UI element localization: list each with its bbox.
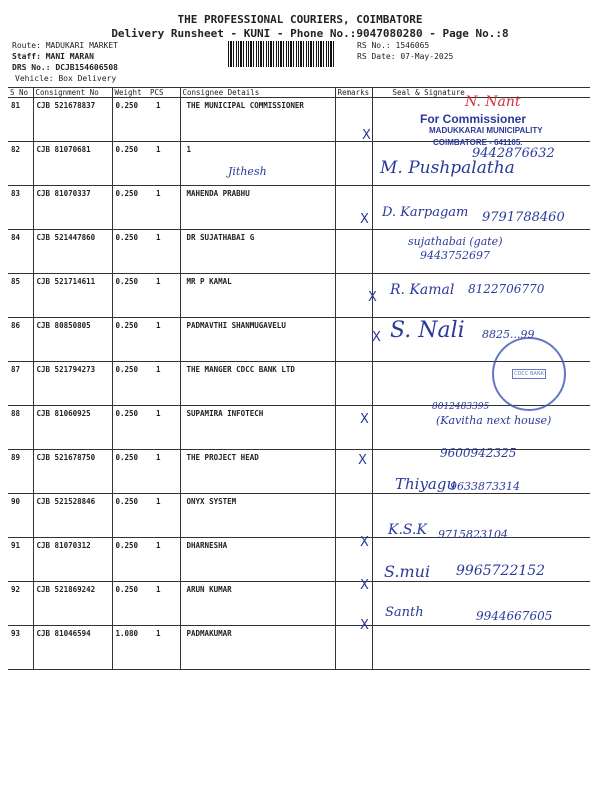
cell-seal xyxy=(372,626,590,670)
cell-consignee: MR P KAMAL xyxy=(180,274,335,318)
cell-consignee: ARUN KUMAR xyxy=(180,582,335,626)
cell-consignment: CJB 521678750 xyxy=(33,450,112,494)
cell-sno: 88 xyxy=(8,406,33,450)
cell-remarks xyxy=(335,274,372,318)
cell-remarks xyxy=(335,362,372,406)
cell-consignment: CJB 81060925 xyxy=(33,406,112,450)
cell-consignment: CJB 521869242 xyxy=(33,582,112,626)
cell-weight: 0.250 xyxy=(112,538,148,582)
cell-consignment: CJB 521528846 xyxy=(33,494,112,538)
seal-line1: For Commissioner xyxy=(420,112,527,126)
cell-weight: 0.250 xyxy=(112,142,148,186)
table-row xyxy=(8,626,590,670)
cell-consignee: ONYX SYSTEM xyxy=(180,494,335,538)
remark-x-93: X xyxy=(360,618,369,633)
cell-consignment: CJB 81046594 xyxy=(33,626,112,670)
col-sno: S No xyxy=(8,88,33,98)
cell-weight: 0.250 xyxy=(112,186,148,230)
cell-consignee: SUPAMIRA INFOTECH xyxy=(180,406,335,450)
cell-consignee: THE PROJECT HEAD xyxy=(180,450,335,494)
col-consignment: Consignment No xyxy=(33,88,112,98)
cell-weight: 0.250 xyxy=(112,362,148,406)
signature-92: S.mui xyxy=(384,562,431,581)
cell-consignment: CJB 521678837 xyxy=(33,98,112,142)
cell-pcs: 1 xyxy=(148,142,180,186)
phone-93: 9944667605 xyxy=(476,609,553,623)
cell-pcs: 1 xyxy=(148,186,180,230)
phone-90: 9633873314 xyxy=(450,480,520,493)
cell-remarks xyxy=(335,494,372,538)
remark-x-92: X xyxy=(360,578,369,593)
note-88: (Kavitha next house) xyxy=(436,414,552,427)
signature-93: Santh xyxy=(385,605,424,620)
phone-86: 8825...99 xyxy=(482,328,535,341)
remark-x-83: X xyxy=(360,212,369,227)
cell-sno: 89 xyxy=(8,450,33,494)
cell-consignee: DHARNESHA xyxy=(180,538,335,582)
signature-91: K.S.K xyxy=(388,522,427,538)
rs-number: RS No.: 1546065 xyxy=(357,41,430,50)
cell-consignee: THE MANGER CDCC BANK LTD xyxy=(180,362,335,406)
remark-x-89: X xyxy=(358,453,367,468)
signature-83: D. Karpagam xyxy=(382,205,469,220)
signature-82: M. Pushpalatha xyxy=(380,158,515,178)
signature-81: N. Nant xyxy=(465,94,521,110)
cell-pcs: 1 xyxy=(148,538,180,582)
seal-line2: MADUKKARAI MUNICIPALITY xyxy=(429,126,543,135)
phone-83: 9791788460 xyxy=(482,210,565,225)
col-consignee: Consignee Details xyxy=(180,88,335,98)
cell-consignment: CJB 81070337 xyxy=(33,186,112,230)
phone-82: 9442876632 xyxy=(472,146,555,161)
cell-sno: 84 xyxy=(8,230,33,274)
cell-consignment: CJB 81070681 xyxy=(33,142,112,186)
cell-consignee: MAHENDA PRABHU xyxy=(180,186,335,230)
col-pcs: PCS xyxy=(148,88,180,98)
company-title: THE PROFESSIONAL COURIERS, COIMBATORE xyxy=(177,13,423,26)
cell-weight: 0.250 xyxy=(112,450,148,494)
phone-92: 9965722152 xyxy=(456,563,546,579)
route: Route: MADUKARI MARKET xyxy=(12,41,118,50)
phone-89: 9600942325 xyxy=(440,446,517,460)
phone-85: 8122706770 xyxy=(468,282,545,296)
cell-sno: 91 xyxy=(8,538,33,582)
signature-86: S. Nali xyxy=(390,318,465,343)
signature-85: R. Kamal xyxy=(390,282,455,298)
col-weight: Weight xyxy=(112,88,148,98)
table-row xyxy=(8,230,590,274)
remark-x-86: X xyxy=(372,330,381,345)
table-row xyxy=(8,406,590,450)
remark-x-81: X xyxy=(362,128,371,143)
cell-consignment: CJB 81070312 xyxy=(33,538,112,582)
cell-pcs: 1 xyxy=(148,626,180,670)
remark-x-91: X xyxy=(360,535,369,550)
cell-remarks xyxy=(335,230,372,274)
cell-consignee: PADMAVTHI SHANMUGAVELU xyxy=(180,318,335,362)
cell-weight: 1.080 xyxy=(112,626,148,670)
cell-sno: 90 xyxy=(8,494,33,538)
cell-consignee: PADMAKUMAR xyxy=(180,626,335,670)
cell-consignment: CJB 521794273 xyxy=(33,362,112,406)
phone-84: 9443752697 xyxy=(420,249,490,262)
cell-weight: 0.250 xyxy=(112,230,148,274)
cell-consignment: CJB 521447860 xyxy=(33,230,112,274)
runsheet-subtitle: Delivery Runsheet - KUNI - Phone No.:9047080280 - Page No.:8 xyxy=(111,27,509,40)
rs-date: RS Date: 07-May-2025 xyxy=(357,52,454,61)
cell-sno: 82 xyxy=(8,142,33,186)
cell-consignee: THE MUNICIPAL COMMISSIONER xyxy=(180,98,335,142)
cell-seal xyxy=(372,406,590,450)
cell-pcs: 1 xyxy=(148,318,180,362)
cell-remarks xyxy=(335,318,372,362)
remark-x-85: X xyxy=(368,290,377,305)
cell-weight: 0.250 xyxy=(112,406,148,450)
cell-consignee: 1 xyxy=(180,142,335,186)
cell-pcs: 1 xyxy=(148,274,180,318)
cell-weight: 0.250 xyxy=(112,274,148,318)
handwritten-name-82: Jithesh xyxy=(228,165,267,178)
cell-pcs: 1 xyxy=(148,450,180,494)
cell-sno: 87 xyxy=(8,362,33,406)
cell-consignment: CJB 80850805 xyxy=(33,318,112,362)
cell-pcs: 1 xyxy=(148,362,180,406)
col-seal: Seal & Signature xyxy=(372,88,590,98)
cell-sno: 81 xyxy=(8,98,33,142)
barcode xyxy=(228,41,336,67)
phone-88: 8012483395 xyxy=(432,402,490,412)
bank-seal-stamp: CDCC BANK xyxy=(492,337,566,411)
cell-weight: 0.250 xyxy=(112,494,148,538)
cell-consignment: CJB 521714611 xyxy=(33,274,112,318)
cell-sno: 86 xyxy=(8,318,33,362)
cell-weight: 0.250 xyxy=(112,98,148,142)
staff: Staff: MANI MARAN xyxy=(12,52,94,61)
phone-91: 9715823104 xyxy=(438,528,508,541)
cell-remarks xyxy=(335,142,372,186)
cell-pcs: 1 xyxy=(148,494,180,538)
cell-weight: 0.250 xyxy=(112,318,148,362)
cell-pcs: 1 xyxy=(148,406,180,450)
note-84: sujathabai (gate) xyxy=(408,235,503,248)
cell-sno: 85 xyxy=(8,274,33,318)
cell-consignee: DR SUJATHABAI G xyxy=(180,230,335,274)
vehicle: Vehicle: Box Delivery xyxy=(15,74,117,83)
remark-x-88: X xyxy=(360,412,369,427)
cell-pcs: 1 xyxy=(148,98,180,142)
cell-weight: 0.250 xyxy=(112,582,148,626)
cell-pcs: 1 xyxy=(148,582,180,626)
seal-line3: COIMBATORE - 641105. xyxy=(433,138,523,147)
cell-sno: 83 xyxy=(8,186,33,230)
col-remarks: Remarks xyxy=(335,88,372,98)
cell-pcs: 1 xyxy=(148,230,180,274)
signature-90: Thiyagu xyxy=(395,475,457,493)
cell-sno: 93 xyxy=(8,626,33,670)
drs-number: DRS No.: DCJB154606508 xyxy=(12,63,118,72)
cell-sno: 92 xyxy=(8,582,33,626)
